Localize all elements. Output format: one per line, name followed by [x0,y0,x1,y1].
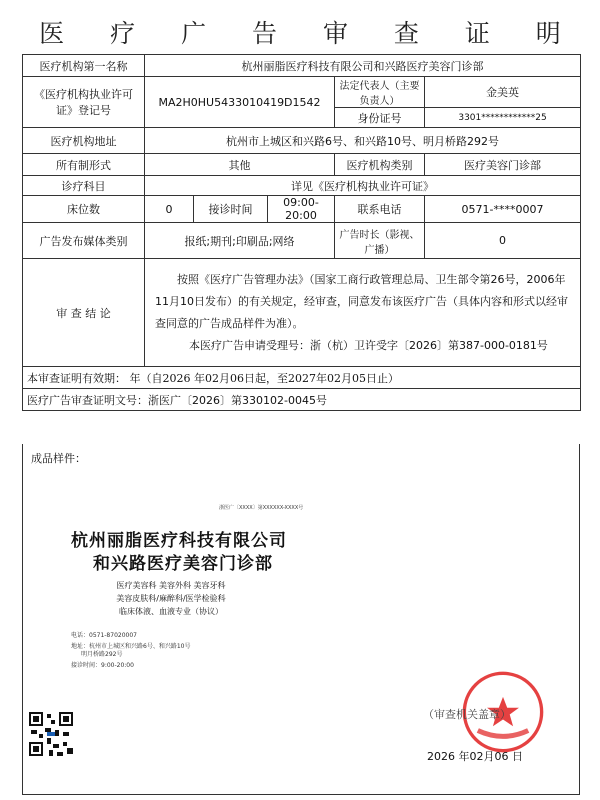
ownership-label: 所有制形式 [23,154,145,176]
validity-row [23,367,581,389]
doc-number-label: 医疗广告审查证明文号： [27,393,148,407]
beds-label: 床位数 [23,196,145,223]
media-label: 广告发布媒体类别 [23,223,145,259]
review-label: 审 查 结 论 [23,259,145,367]
receipt-line [155,335,570,357]
category-label: 医疗机构类别 [335,154,425,176]
phone: 0571-****0007 [425,196,581,223]
sample-label: 成品样件： [31,452,86,465]
license-label: 《医疗机构执业许可证》登记号 [23,77,145,128]
doc-number-row [23,389,581,411]
certificate-table [22,54,581,411]
license-number: MA2H0HU5433010419D1542 [145,77,335,128]
id-label: 身份证号 [335,108,425,128]
review-conclusion [145,259,581,367]
qr-code-icon [27,710,75,758]
sample-ad-ref: 浙医广〔XXXX〕第XXXXXX-XXXX号 [219,505,304,511]
issue-date: 2026 年02月06 日 [427,750,523,763]
duration: 0 [425,223,581,259]
phone-label: 联系电话 [335,196,425,223]
doc-number: 浙医广〔2026〕第330102-0045号 [148,393,327,407]
sample-contact: 电话：0571-87020007 [71,632,137,639]
legal-rep-label: 法定代表人（主要负责人） [335,77,425,108]
sample-company-line2: 和兴路医疗美容门诊部 [93,554,273,574]
hours: 09:00-20:00 [268,196,335,223]
duration-label: 广告时长（影视、广播） [335,223,425,259]
validity-label: 本审查证明有效期： [27,371,126,385]
institution-name-label: 医疗机构第一名称 [23,55,145,77]
validity: 年（自2026 年02月06日起，至2027年02月05日止） [129,371,399,385]
sample-contact: 地址：杭州市上城区和兴路6号、和兴路10号 [71,643,191,650]
page-title: 医 疗 广 告 审 查 证 明 [39,19,580,48]
sample-section [22,444,580,795]
subjects: 详见《医疗机构执业许可证》 [145,176,581,196]
seal-caption: （审查机关盖章） [423,708,511,721]
sample-contact: 接诊时间：9:00-20:00 [71,662,134,669]
legal-rep: 金美英 [425,77,581,108]
hours-label: 接诊时间 [194,196,268,223]
address-label: 医疗机构地址 [23,128,145,154]
media: 报纸;期刊;印刷品;网络 [145,223,335,259]
id-number: 3301************25 [425,108,581,128]
ownership: 其他 [145,154,335,176]
sample-service: 临床体液、血液专业（协议） [119,607,223,616]
receipt-prefix: 本医疗广告申请受理号： [189,338,310,352]
subjects-label: 诊疗科目 [23,176,145,196]
receipt-number: 浙（杭）卫许受字〔2026〕第387-000-0181号 [310,338,548,352]
review-text: 按照《医疗广告管理办法》（国家工商行政管理总局、卫生部令第26号，2006年11月10日发布）的有关规定，经审查，同意发布该医疗广告（具体内容和形式以经审查同意的广告成品样件为准）。 [155,272,568,330]
sample-company-line1: 杭州丽脂医疗科技有限公司 [71,531,287,551]
institution-name: 杭州丽脂医疗科技有限公司和兴路医疗美容门诊部 [145,55,581,77]
address: 杭州市上城区和兴路6号、和兴路10号、明月桥路292号 [145,128,581,154]
sample-service: 美容皮肤科/麻醉科/医学检验科 [116,594,226,603]
sample-contact: 明月桥路292号 [81,651,123,658]
beds: 0 [145,196,194,223]
category: 医疗美容门诊部 [425,154,581,176]
sample-service: 医疗美容科 美容外科 美容牙科 [116,581,226,590]
